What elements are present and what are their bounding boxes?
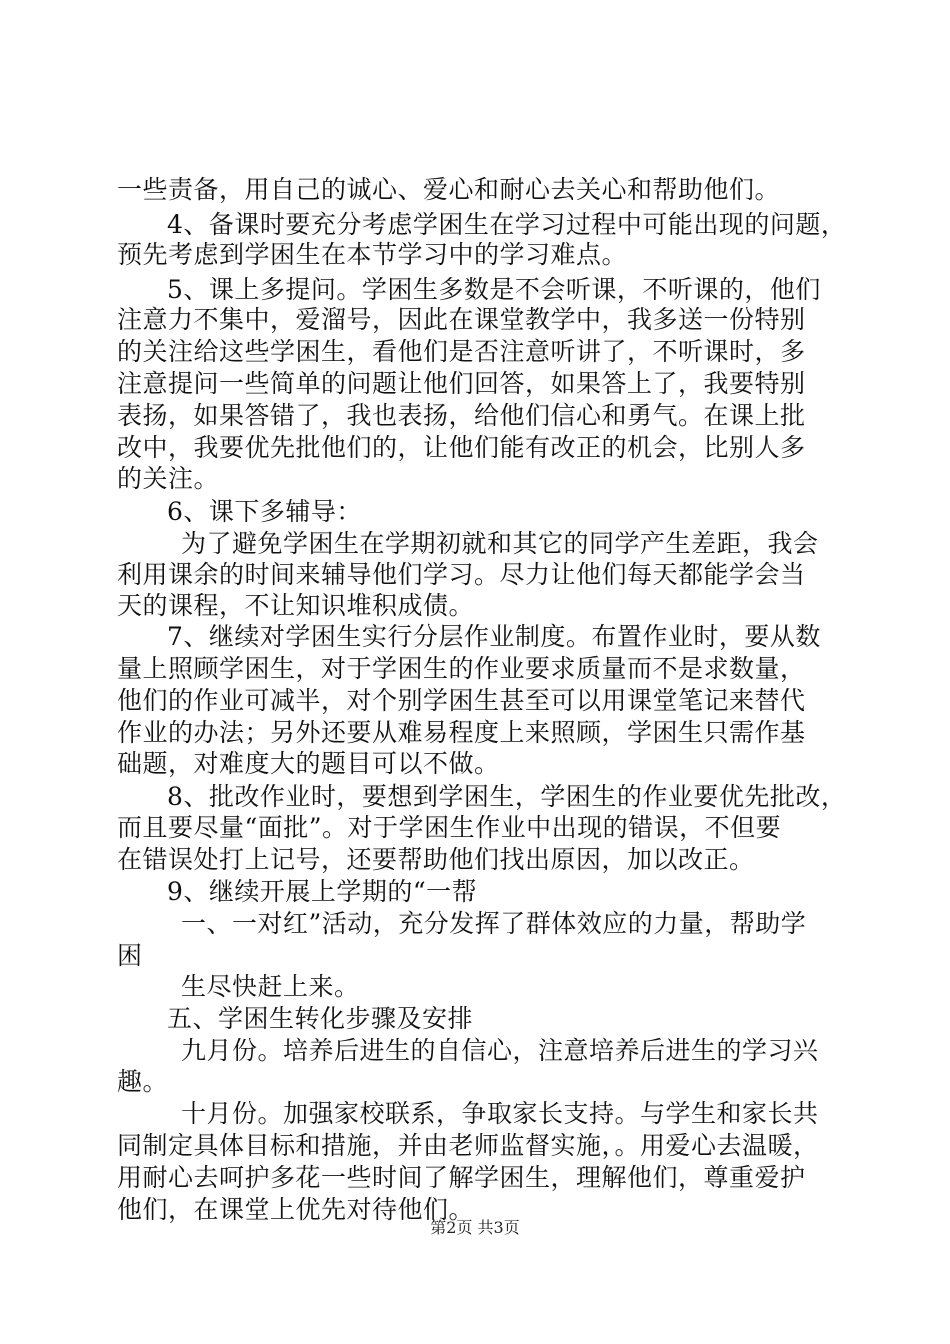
text-line: 础题，对难度大的题目可以不做。 xyxy=(117,749,500,778)
text-line: 他们，在课堂上优先对待他们。 xyxy=(117,1195,475,1224)
text-line: 同制定具体目标和措施，并由老师监督实施，。用爱心去温暖， xyxy=(117,1131,819,1160)
text-line: 困 xyxy=(117,941,143,970)
text-line: 十月份。加强家校联系，争取家长支持。与学生和家长共 xyxy=(181,1099,819,1128)
page-number-footer: 第2页 共3页 xyxy=(430,1218,520,1237)
text-line: 趣。 xyxy=(117,1067,169,1096)
text-line: 9、继续开展上学期的“一帮 xyxy=(167,877,478,906)
text-line: 的关注。 xyxy=(117,464,220,493)
text-line: 他们的作业可减半，对个别学困生甚至可以用课堂笔记来替代 xyxy=(117,686,806,715)
text-line: 6、课下多辅导： xyxy=(167,497,362,526)
text-line: 8、批改作业时，要想到学困生，学困生的作业要优先批改， xyxy=(167,782,847,811)
text-line: 天的课程，不让知识堆积成债。 xyxy=(117,591,475,620)
text-line: 一些责备，用自己的诚心、爱心和耐心去关心和帮助他们。 xyxy=(117,175,781,204)
text-line: 表扬，如果答错了，我也表扬，给他们信心和勇气。在课上批 xyxy=(117,401,806,430)
text-line: 生尽快赶上来。 xyxy=(181,972,360,1001)
text-line: 5、课上多提问。学困生多数是不会听课，不听课的，他们 xyxy=(167,275,821,304)
text-line: 九月份。培养后进生的自信心，注意培养后进生的学习兴 xyxy=(181,1036,819,1065)
text-line: 一、一对红”活动，充分发挥了群体效应的力量，帮助学 xyxy=(181,909,807,938)
text-line: 改中，我要优先批他们的，让他们能有改正的机会，比别人多 xyxy=(117,433,806,462)
text-line: 而且要尽量“面批”。对于学困生作业中出现的错误，不但要 xyxy=(117,813,782,842)
text-line: 五、学困生转化步骤及安排 xyxy=(167,1004,474,1033)
text-line: 注意力不集中，爱溜号，因此在课堂教学中，我多送一份特别 xyxy=(117,305,806,334)
text-line: 用耐心去呵护多花一些时间了解学困生，理解他们，尊重爱护 xyxy=(117,1163,806,1192)
text-line: 作业的办法；另外还要从难易程度上来照顾，学困生只需作基 xyxy=(117,718,806,747)
text-line: 量上照顾学困生，对于学困生的作业要求质量而不是求数量， xyxy=(117,654,806,683)
text-line: 的关注给这些学困生，看他们是否注意听讲了，不听课时，多 xyxy=(117,337,806,366)
text-line: 在错误处打上记号，还要帮助他们找出原因，加以改正。 xyxy=(117,845,755,874)
text-line: 4、备课时要充分考虑学困生在学习过程中可能出现的问题， xyxy=(167,210,847,239)
text-line: 注意提问一些简单的问题让他们回答，如果答上了，我要特别 xyxy=(117,369,806,398)
text-line: 利用课余的时间来辅导他们学习。尽力让他们每天都能学会当 xyxy=(117,560,806,589)
text-line: 预先考虑到学困生在本节学习中的学习难点。 xyxy=(117,240,628,269)
text-line: 为了避免学困生在学期初就和其它的同学产生差距，我会 xyxy=(181,529,819,558)
text-line: 7、继续对学困生实行分层作业制度。布置作业时，要从数 xyxy=(167,622,821,651)
